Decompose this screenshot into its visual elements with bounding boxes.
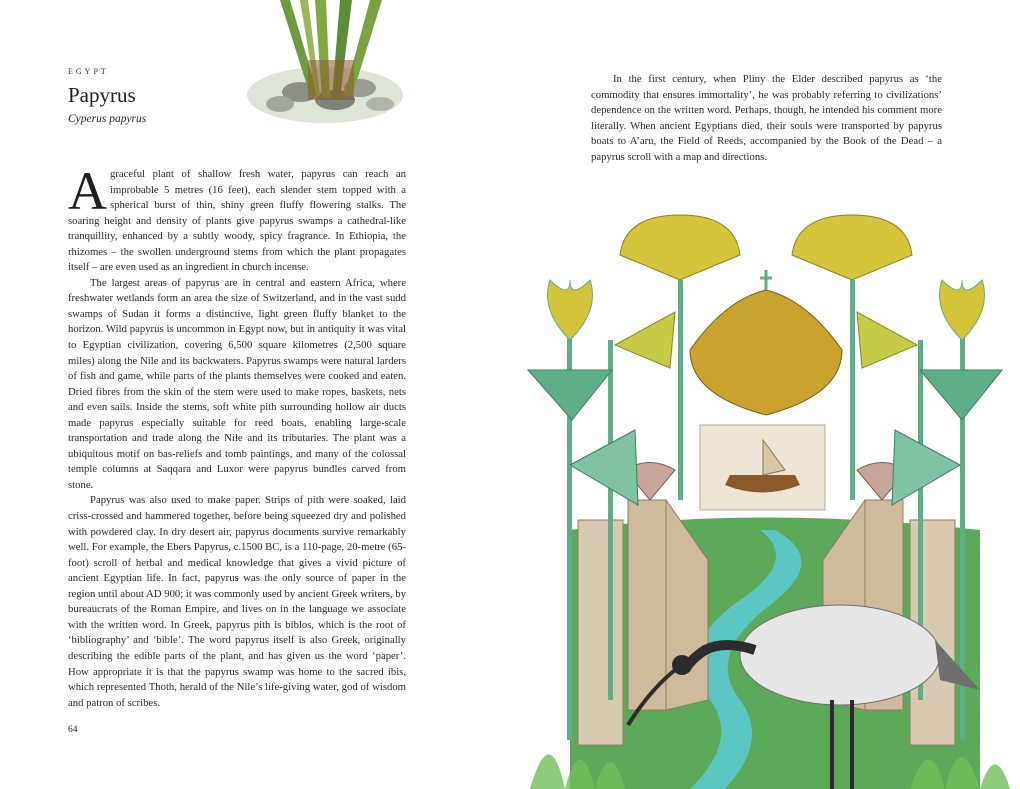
side-bud-right <box>857 312 917 368</box>
papyrus-umbel-right <box>792 215 912 280</box>
cone-flower-left-1 <box>528 370 612 420</box>
stem-4 <box>850 280 855 500</box>
cone-flower-right-2 <box>892 430 960 505</box>
lotus-flower-right <box>940 280 985 340</box>
stem-3 <box>678 280 683 500</box>
page-number: 64 <box>68 725 78 735</box>
right-paragraph: In the first century, when Pliny the Elder described papyrus as ‘the commodity that ensures immortality’, he was probably referring to civilizations’ dependence on the written word. Perhaps, though, he intended his comment more literally. When ancient Egyptians died, their souls were transported by papyrus boats to A’aru, the Field of Reeds, accompanied by the Book of the Dead – a papyrus scroll with a map and directions. <box>591 73 942 163</box>
paragraph-1-text: graceful plant of shallow fresh water, papyrus can reach an improbable 5 metres (16 feet), each slender stem topped with a spherical burst of thin, shiny green fluffy flowering stalks. The soaring height and density of plants give papyrus swamps a cathedral-like tranquillity, enhanced by a subtly woody, spicy fragrance. In Ethiopia, the rhizomes – the swollen underground stems from which the plant propagates itself – are even used as an ingredient in church incense. <box>68 168 406 274</box>
pillar-left-outer <box>578 520 623 745</box>
paragraph-1 <box>68 161 406 276</box>
grass-right <box>910 757 1010 789</box>
section-tag: EGYPT <box>68 67 109 76</box>
drop-cap: A <box>68 161 107 221</box>
side-bud-left <box>615 312 675 368</box>
golden-plume <box>690 290 842 415</box>
page-title: Papyrus <box>68 83 136 107</box>
right-page <box>510 0 1020 789</box>
cone-flower-left-2 <box>570 430 638 505</box>
egyptian-temple-illustration <box>510 0 1020 789</box>
ibis-body <box>740 605 940 705</box>
paragraph-3: Papyrus was also used to make paper. Strips of pith were soaked, laid criss-crossed and hammered together, before being squeezed dry and polished with powdered clay. In dry desert air, papyrus documents survive remarkably well. For example, the Ebers Papyrus, c.1500 BC, is a 110-page, 20-metre (65-foot) scroll of herbal and medical knowledge that gives a vivid picture of ancient Egyptian life. In fact, papyrus was the only source of paper in the region until about AD 900; it was commonly used by ancient Greek writers, by bureaucrats of the Roman Empire, and lives on in the language we associate with the written word. In Greek, papyrus pith is biblos, which is the root of ‘bibliography’ and ‘bible’. The word papyrus itself is also Greek, originally describing the edible parts of the plant, and has given us the word ‘paper’. How appropriate it is that the papyrus swamp was home to the sacred ibis, which represented Thoth, herald of the Nile’s life-giving water, god of wisdom and patron of scribes. <box>68 494 406 709</box>
body-text <box>68 161 406 711</box>
latin-name: Cyperus papyrus <box>68 113 147 125</box>
cone-flower-right-1 <box>920 370 1002 420</box>
stem-2 <box>608 340 613 700</box>
pillar-left-inner <box>628 500 666 710</box>
lotus-flower-left <box>548 280 593 340</box>
stem-1 <box>567 300 572 740</box>
papyrus-umbel-left <box>620 215 740 280</box>
plume-tip <box>760 270 772 290</box>
papyrus-plant-illustration <box>240 0 410 130</box>
paragraph-2: The largest areas of papyrus are in central and eastern Africa, where freshwater wetlands form an area the size of Switzerland, and in the vast sudd swamps of Sudan it forms a distinctive, light green fluffy blanket to the horizon. Wild papyrus is uncommon in Egypt now, but in antiquity it was vital to Egyptian civilization, covering 6,500 square kilometres (2,500 square miles) along the Nile and its backwaters. Papyrus swamps were natural larders of fish and game, while parts of the plants themselves were cooked and eaten. Dried fibres from the skin of the stem were used to make ropes, baskets, nets and even sails. Inside the stems, soft white pith surrounding hollow air ducts made papyrus especially suitable for reed boats, enabling large-scale transportation and trade along the Nile and its tributaries. The plant was a ubiquitous motif on bas-reliefs and tomb paintings, and many of the colossal temple columns at Saqqara and Luxor were papyrus bundles carved from stone. <box>68 276 406 491</box>
ibis-leg-1 <box>830 700 834 789</box>
ibis-leg-2 <box>850 700 854 789</box>
